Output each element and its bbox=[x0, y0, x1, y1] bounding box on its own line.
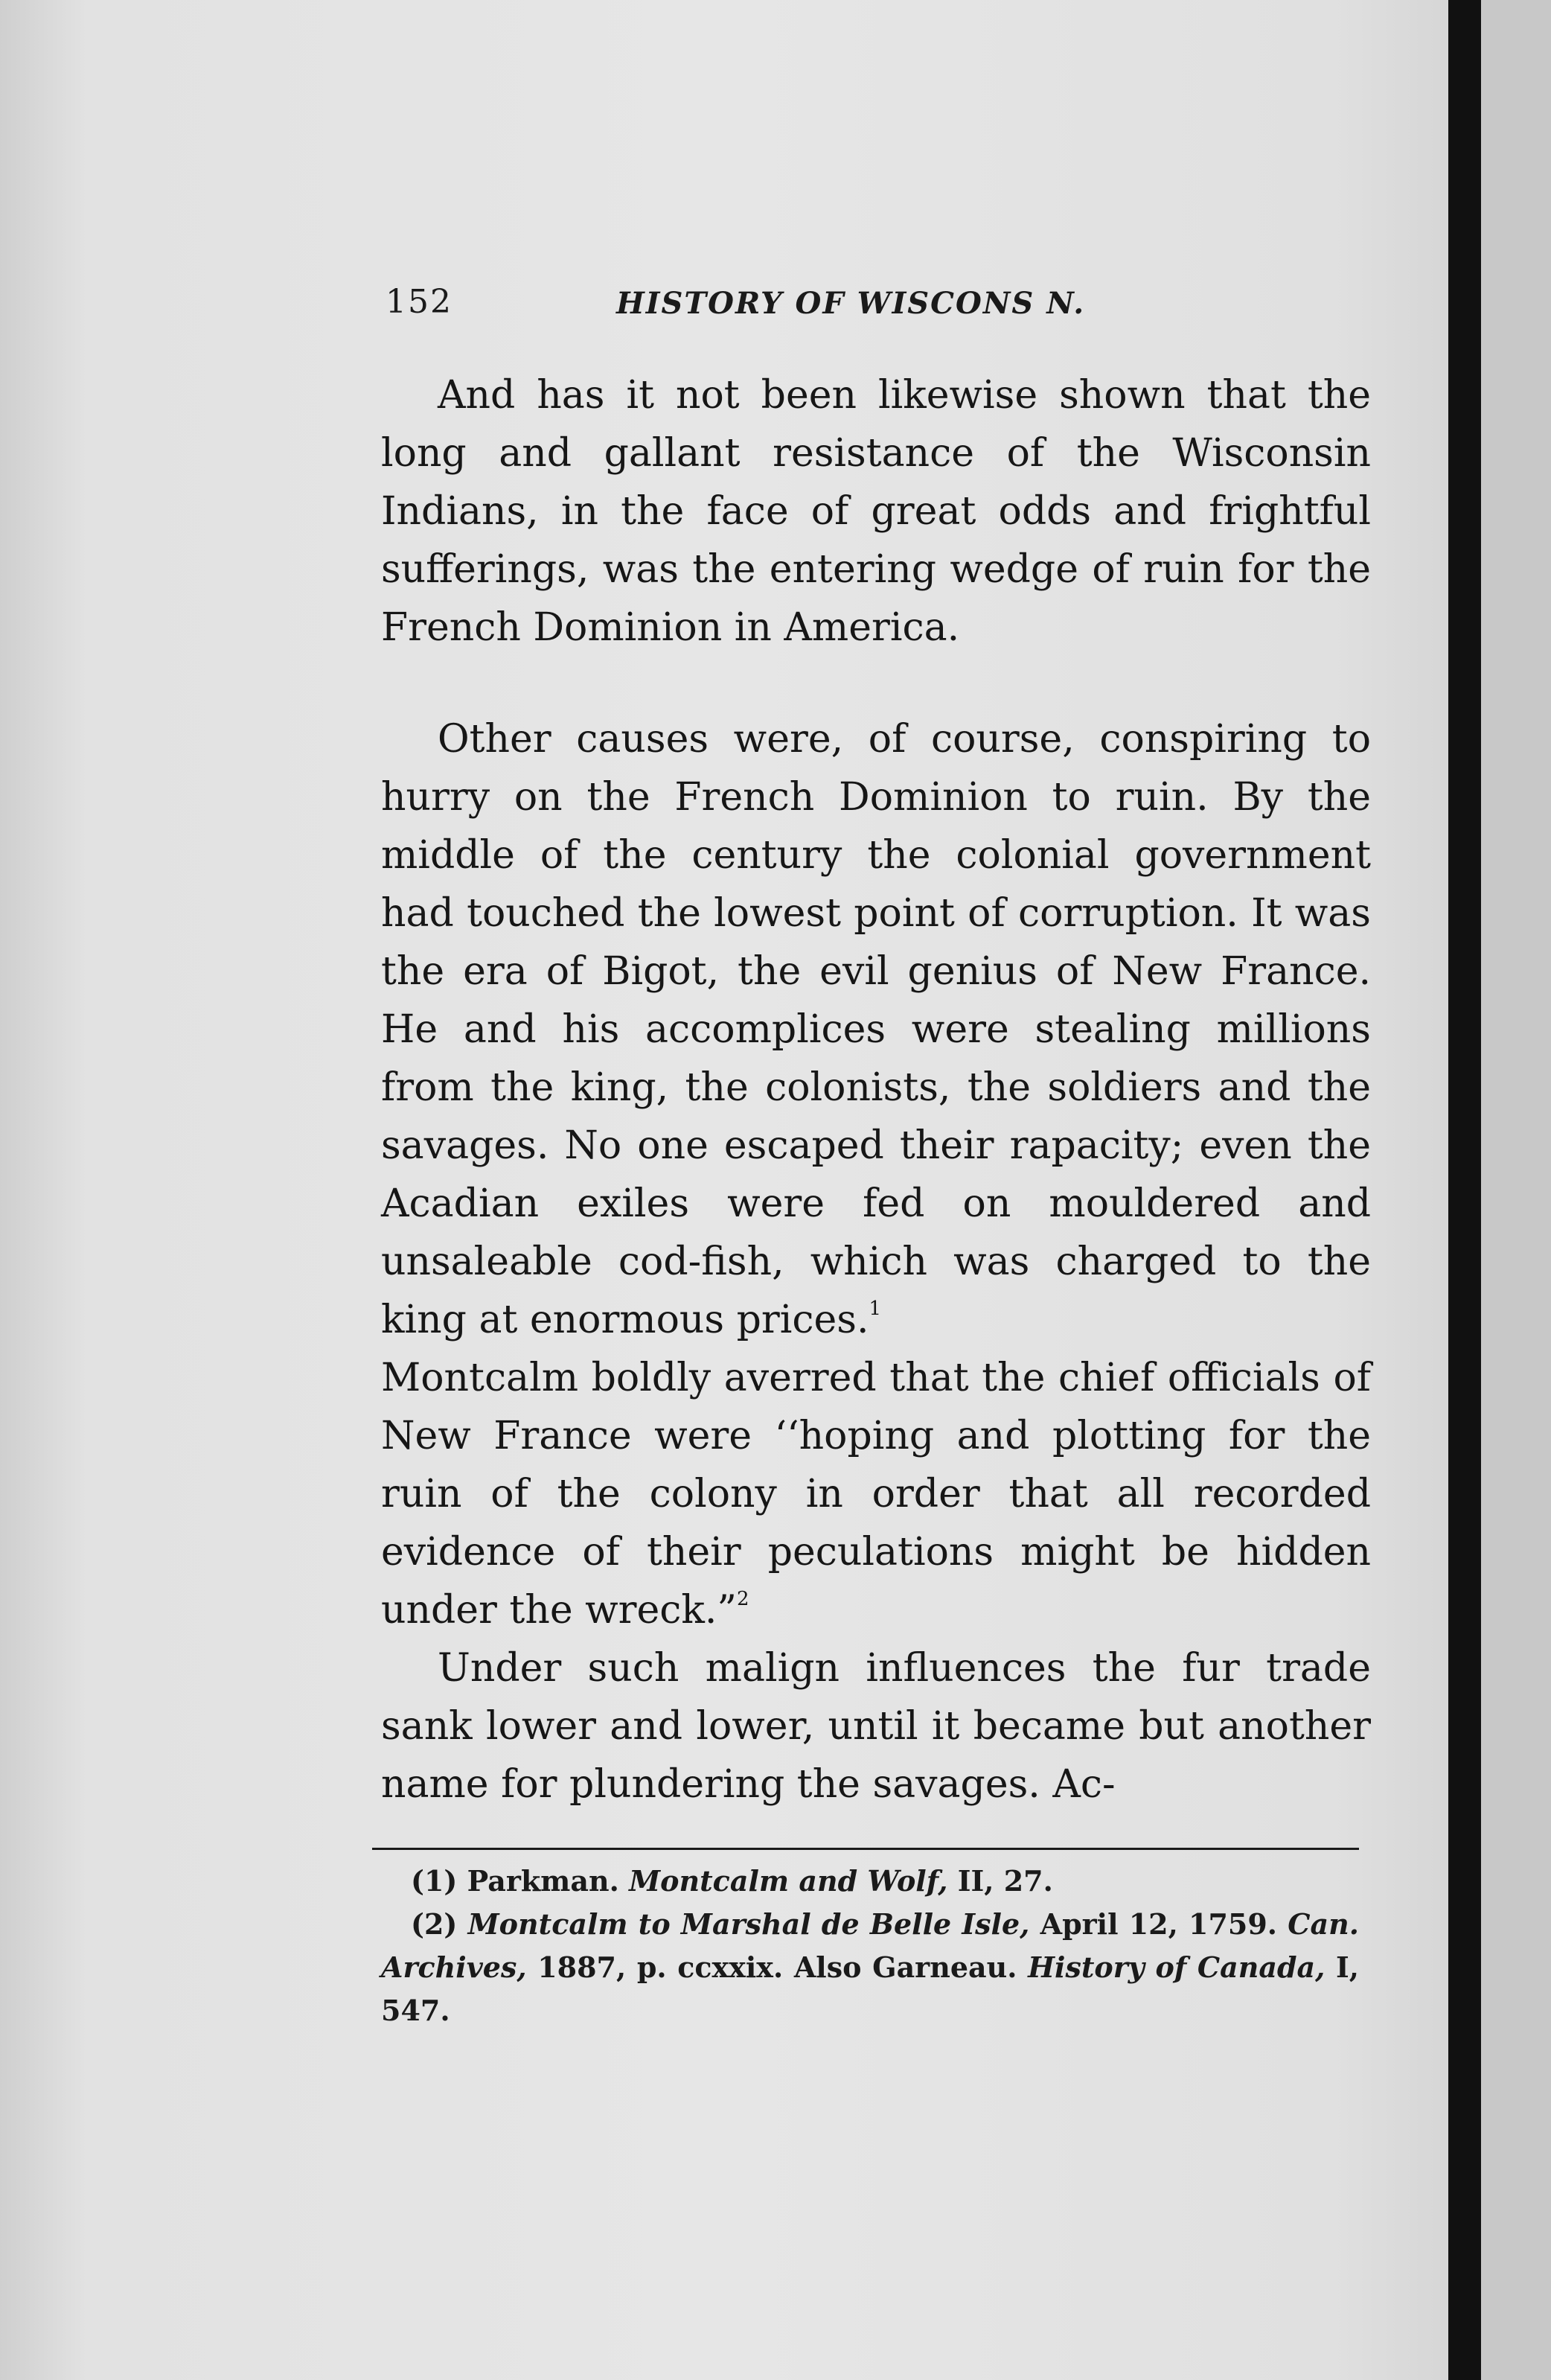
footnotes bbox=[381, 1860, 1359, 2032]
footnote-2-history-rest: I, 547. bbox=[381, 1950, 1360, 2027]
footnote-2 bbox=[381, 1903, 1359, 2032]
footnote-1-title: Montcalm and Wolf, bbox=[629, 1864, 948, 1898]
page-header bbox=[386, 283, 1375, 335]
paragraph-1 bbox=[381, 366, 1371, 657]
paragraph-2-text: Other causes were, of course, conspiring to hurry on the French Dominion to ruin. By the middle of the century the colonial government had touched the lowest point of corruption. It was the era of Bigot, the evil genius of New France. He and his accomplices were stealing millions from the king, the colonists, the soldiers and the savages. No one escaped their rapacity; even the Acadian exiles were fed on mouldered and unsaleable cod-fish, which was charged to the king at enormous prices. bbox=[381, 717, 1371, 1342]
paragraph-4 bbox=[381, 1639, 1371, 1813]
footnote-ref-2: 2 bbox=[737, 1588, 749, 1610]
outer-margin bbox=[1481, 0, 1551, 2380]
footnote-2-marker: (2) bbox=[411, 1907, 458, 1941]
footnote-1 bbox=[381, 1860, 1359, 1903]
paragraph-1-text: And has it not been likewise shown that the long and gallant resistance of the Wisconsin Indians, in the face of great odds and frightful sufferings, was the entering wedge of ruin for the French Dominion in America. bbox=[381, 373, 1371, 650]
footnote-divider bbox=[372, 1848, 1359, 1850]
footnote-1-author: Parkman. bbox=[467, 1864, 619, 1898]
paragraph-4-text: Under such malign influences the fur trade sank lower and lower, until it became but another name for plundering the savages. Ac- bbox=[381, 1646, 1371, 1807]
footnote-2-history: History of Canada, bbox=[1028, 1950, 1325, 1984]
footnote-1-rest: II, 27. bbox=[957, 1864, 1053, 1898]
footnote-1-marker: (1) bbox=[411, 1864, 458, 1898]
footnote-2-title: Montcalm to Marshal de Belle Isle, bbox=[467, 1907, 1030, 1941]
footnote-ref-1: 1 bbox=[869, 1298, 882, 1320]
paragraph-3-text: Montcalm boldly averred that the chief officials of New France were ‘‘hoping and plotting for the ruin of the colony in order that all recorded evidence of their peculations might be hidden under the wreck.” bbox=[381, 1356, 1371, 1633]
paragraph-2 bbox=[381, 710, 1371, 1349]
paragraph-3 bbox=[381, 1349, 1371, 1639]
footnote-2-archives-rest: 1887, p. ccxxix. Also Garneau. bbox=[537, 1950, 1017, 1984]
page-number: 152 bbox=[386, 283, 452, 321]
binding-edge bbox=[1448, 0, 1481, 2380]
footnote-2-archives: Can. Archives, bbox=[381, 1907, 1359, 1984]
body-text bbox=[381, 366, 1371, 1813]
footnote-2-date: April 12, 1759. bbox=[1040, 1907, 1278, 1941]
running-head: HISTORY OF WISCONS N. bbox=[616, 286, 1086, 321]
